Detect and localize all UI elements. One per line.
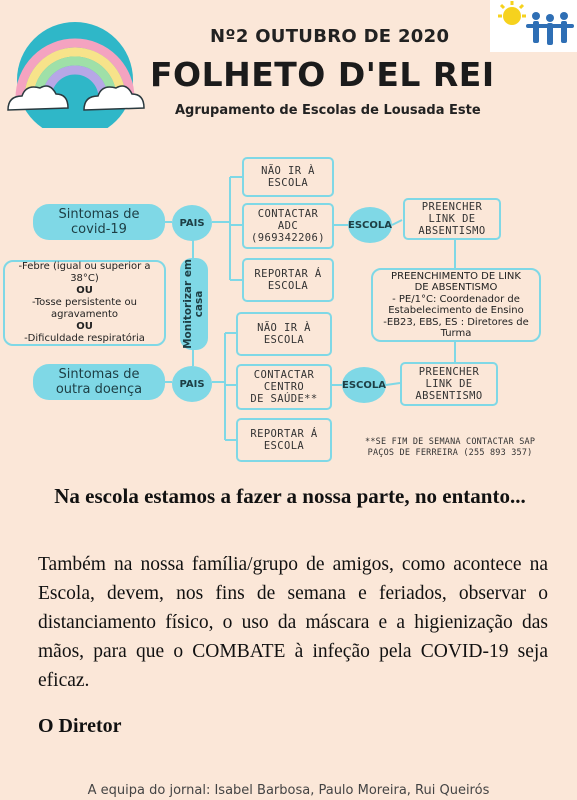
symptom-or-1: OU <box>76 285 93 296</box>
other-form-line3: ABSENTISMO <box>415 390 483 402</box>
other-box2-line2: CENTRO <box>263 381 305 393</box>
fill-info-line6: Turma <box>440 328 472 339</box>
message-body: Também na nossa família/grupo de amigos, como acontece na Escola, devem, nos fins de semana e feriados, observar o distanciamento físico, o uso da máscara e a higienização das mãos, para que o COMBATE à infeção pela COVID-19 seja eficaz. <box>38 554 548 691</box>
weekend-contact-note <box>365 437 535 459</box>
message-heading: Na escola estamos a fazer a nossa parte, no entanto... <box>54 484 526 508</box>
fill-info-line4: Estabelecimento de Ensino <box>388 305 524 316</box>
message-signature: O Diretor <box>38 715 122 737</box>
covid-box2-line1: CONTACTAR <box>257 208 319 220</box>
other-pais-circle <box>172 366 212 402</box>
monitor-at-home-label: Monitorizar em casa <box>182 259 205 349</box>
other-pill-line2: outra doença <box>55 382 143 397</box>
other-pill-line1: Sintomas de <box>58 367 140 382</box>
other-box1-line2: ESCOLA <box>263 334 305 346</box>
covid-fill-link-box <box>403 198 501 240</box>
other-not-school-box <box>236 312 332 356</box>
other-form-line1: PREENCHER <box>418 366 480 378</box>
covid-form-line3: ABSENTISMO <box>418 225 486 237</box>
covid-box3-line2: ESCOLA <box>267 280 309 292</box>
absenteeism-info-box <box>371 268 541 342</box>
symptom-or-2: OU <box>76 321 93 332</box>
covid-report-school-box <box>242 258 334 302</box>
covid-box2-line2: ADC <box>277 220 299 232</box>
other-pais-label: PAIS <box>179 378 205 390</box>
symptom-cough-line2: agravamento <box>50 309 119 320</box>
symptom-fever-line1: -Febre (igual ou superior a <box>18 261 151 272</box>
symptom-fever-line2: 38°C) <box>70 273 99 284</box>
monitor-at-home-pill <box>180 258 208 350</box>
covid-pais-circle <box>172 205 212 241</box>
covid-pill-line2: covid-19 <box>71 222 127 237</box>
other-box3-line1: REPORTAR Á <box>250 428 318 440</box>
symptom-breathing: -Dificuldade respiratória <box>24 333 145 344</box>
covid-form-line1: PREENCHER <box>421 201 483 213</box>
covid-box1-line1: NÃO IR À <box>261 165 315 177</box>
other-box2-line1: CONTACTAR <box>253 369 315 381</box>
fill-info-line5: -EB23, EBS, ES : Diretores de <box>383 316 529 328</box>
covid-escola-label: ESCOLA <box>348 219 392 231</box>
school-name: Agrupamento de Escolas de Lousada Este <box>175 103 481 118</box>
other-fill-link-box <box>400 362 498 406</box>
covid-pill-line1: Sintomas de <box>58 207 140 222</box>
covid-pais-label: PAIS <box>179 217 205 229</box>
other-symptoms-pill <box>33 364 165 400</box>
fill-info-line1: PREENCHIMENTO DE LINK <box>391 270 521 282</box>
covid-contact-adc-box <box>242 203 334 249</box>
symptom-cough-line1: -Tosse persistente ou <box>32 297 137 308</box>
issue-date: Nº2 OUTUBRO DE 2020 <box>210 26 450 47</box>
fill-info-line2: DE ABSENTISMO <box>414 282 498 293</box>
note-line1: **SE FIM DE SEMANA CONTACTAR SAP <box>365 437 536 447</box>
journal-team-footer: A equipa do jornal: Isabel Barbosa, Paulo Moreira, Rui Queirós <box>87 783 490 798</box>
covid-box3-line1: REPORTAR Á <box>254 268 322 280</box>
covid-box1-line2: ESCOLA <box>267 177 309 189</box>
other-escola-label: ESCOLA <box>342 379 386 391</box>
covid-escola-circle <box>348 207 392 243</box>
other-box1-line1: NÃO IR À <box>257 322 311 334</box>
other-box3-line2: ESCOLA <box>263 440 305 452</box>
covid-symptoms-pill <box>33 204 165 240</box>
other-box2-line3: DE SAÚDE** <box>250 393 318 405</box>
other-contact-health-box <box>236 364 332 410</box>
symptoms-list-box <box>3 260 166 346</box>
covid-not-school-box <box>242 157 334 197</box>
newsletter-title: FOLHETO D'EL REI <box>150 55 495 94</box>
other-report-school-box <box>236 418 332 462</box>
covid-form-line2: LINK DE <box>428 213 476 225</box>
other-escola-circle <box>342 367 386 403</box>
note-line2: PAÇOS DE FERREIRA (255 893 357) <box>367 448 533 458</box>
covid-box2-line3: (969342206) <box>251 232 325 244</box>
other-form-line2: LINK DE <box>425 378 473 390</box>
fill-info-line3: - PE/1°C: Coordenador de <box>392 293 520 305</box>
